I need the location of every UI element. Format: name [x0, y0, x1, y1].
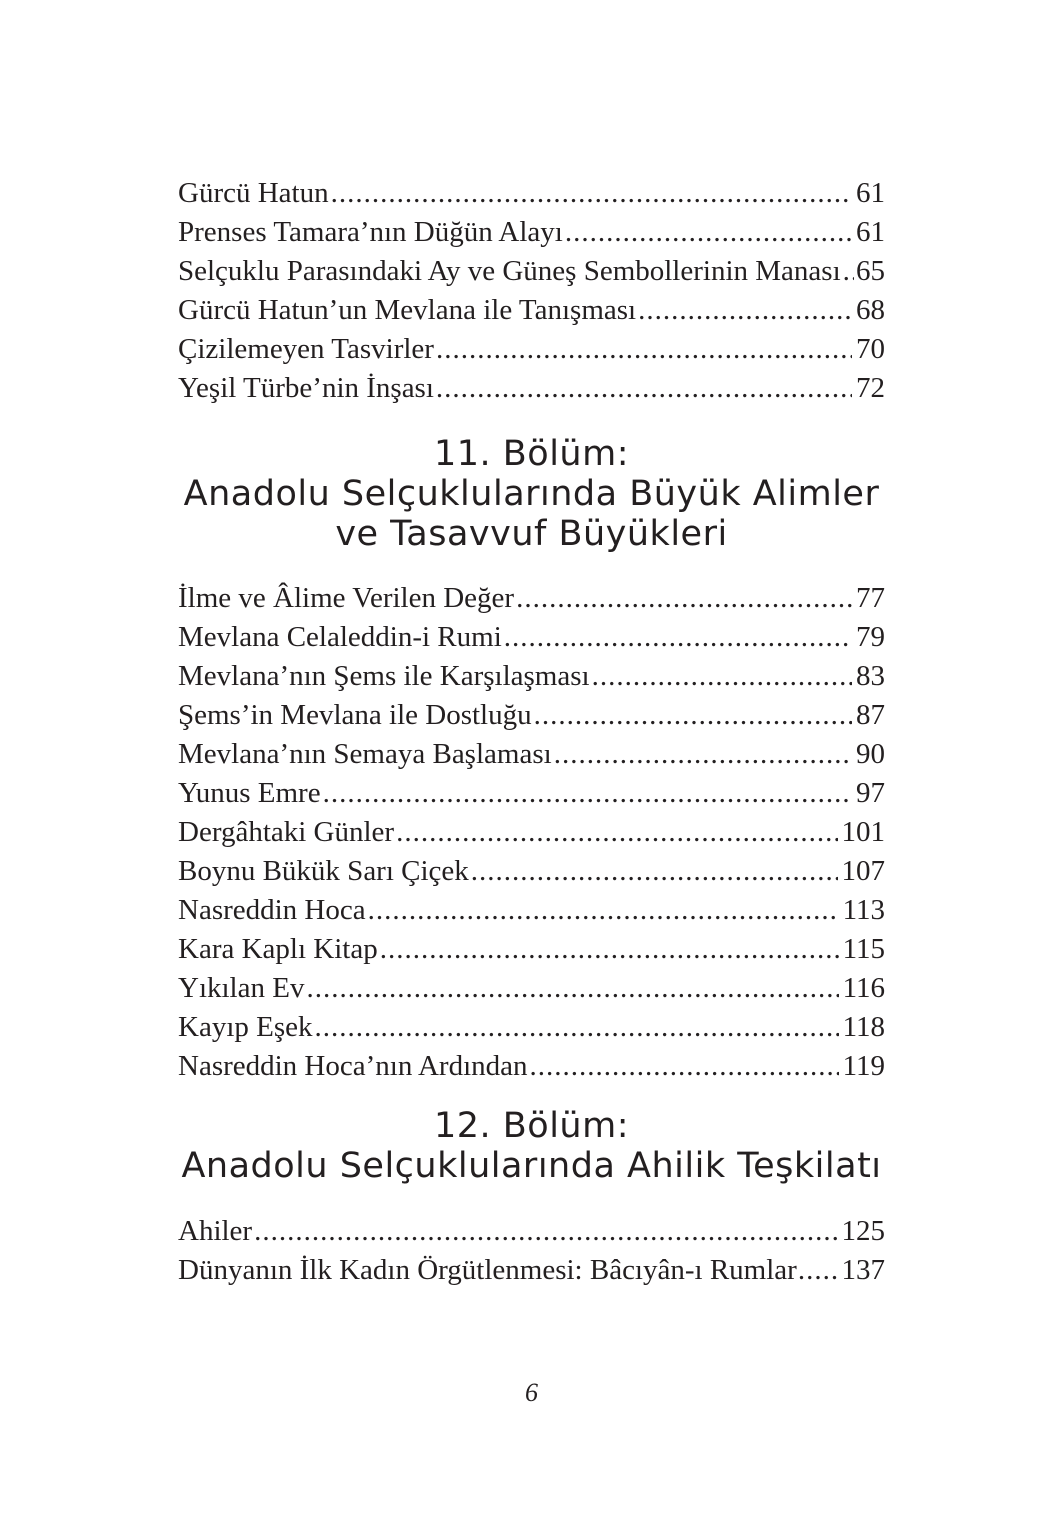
toc-entry-title: Nasreddin Hoca: [178, 894, 366, 926]
toc-leader-dots: [436, 330, 852, 369]
toc-entry-page: 68: [856, 294, 885, 326]
toc-entry: [178, 618, 885, 657]
toc-entry: [178, 969, 885, 1008]
toc-entry: [178, 852, 885, 891]
toc-list: [178, 174, 885, 408]
toc-entry-page: 70: [856, 333, 885, 365]
toc-entry: [178, 330, 885, 369]
chapter-title-line: ve Tasavvuf Büyükleri: [335, 514, 728, 554]
chapter-title-line: Anadolu Selçuklularında Büyük Alimler: [183, 474, 880, 514]
toc-leader-dots: [306, 969, 838, 1008]
toc-leader-dots: [323, 774, 852, 813]
toc-entry-title: İlme ve Âlime Verilen Değer: [178, 582, 515, 614]
toc-leader-dots: [471, 852, 838, 891]
toc-entry-title: Ahiler: [178, 1215, 253, 1247]
chapter-number: 11. Bölüm:: [433, 434, 629, 474]
toc-entry: [178, 774, 885, 813]
toc-leader-dots: [843, 252, 854, 291]
toc-entry-page: 137: [841, 1254, 885, 1286]
toc-entry-title: Gürcü Hatun’un Mevlana ile Tanışması: [178, 294, 637, 326]
chapter-number: 12. Bölüm:: [433, 1106, 629, 1146]
chapter-heading: [100, 434, 963, 554]
toc-entry-title: Mevlana’nın Semaya Başlaması: [178, 738, 552, 770]
toc-entry-page: 116: [842, 972, 885, 1004]
toc-entry-title: Çizilemeyen Tasvirler: [178, 333, 434, 365]
chapter-heading: [100, 1106, 963, 1186]
toc-list: [178, 1212, 885, 1290]
toc-entry-page: 61: [856, 177, 885, 209]
toc-entry-page: 107: [841, 855, 885, 887]
toc-entry: [178, 813, 885, 852]
toc-entry: [178, 1008, 885, 1047]
toc-leader-dots: [554, 735, 852, 774]
toc-entry-title: Mevlana Celaleddin-i Rumi: [178, 621, 502, 653]
toc-entry: [178, 579, 885, 618]
toc-entry-title: Kara Kaplı Kitap: [178, 933, 378, 965]
toc-entry-title: Dergâhtaki Günler: [178, 816, 395, 848]
toc-entry-title: Yunus Emre: [178, 777, 321, 809]
toc-leader-dots: [592, 657, 852, 696]
page-number: 6: [525, 1378, 538, 1407]
toc-entry-title: Şems’in Mevlana ile Dostluğu: [178, 699, 532, 731]
toc-entry-title: Boynu Bükük Sarı Çiçek: [178, 855, 469, 887]
toc-entry-page: 90: [856, 738, 885, 770]
toc-entry-page: 125: [841, 1215, 885, 1247]
toc-entry-page: 113: [842, 894, 885, 926]
toc-entry-title: Dünyanın İlk Kadın Örgütlenmesi: Bâcıyân-ı Rumlar: [178, 1254, 797, 1286]
toc-entry-page: 83: [856, 660, 885, 692]
toc-leader-dots: [798, 1251, 841, 1290]
toc-entry: [178, 1212, 885, 1251]
toc-leader-dots: [315, 1008, 839, 1047]
toc-entry: [178, 369, 885, 408]
toc-entry-page: 72: [856, 372, 885, 404]
toc-entry-page: 65: [856, 255, 885, 287]
toc-entry-title: Gürcü Hatun: [178, 177, 329, 209]
toc-entry: [178, 174, 885, 213]
toc-leader-dots: [504, 618, 852, 657]
toc-entry-page: 61: [856, 216, 885, 248]
toc-entry: [178, 213, 885, 252]
toc-entry-page: 118: [842, 1011, 885, 1043]
toc-entry: [178, 657, 885, 696]
toc-entry-title: Prenses Tamara’nın Düğün Alayı: [178, 216, 563, 248]
toc-entry-title: Yıkılan Ev: [178, 972, 305, 1004]
toc-entry: [178, 696, 885, 735]
toc-entry-page: 79: [856, 621, 885, 653]
toc-list: [178, 579, 885, 1086]
toc-entry-title: Selçuklu Parasındaki Ay ve Güneş Sembollerinin Manası: [178, 255, 841, 287]
toc-leader-dots: [516, 579, 852, 618]
toc-entry: [178, 891, 885, 930]
toc-leader-dots: [380, 930, 839, 969]
toc-entry-page: 87: [856, 699, 885, 731]
toc-entry: [178, 1047, 885, 1086]
toc-leader-dots: [530, 1047, 839, 1086]
toc-entry-title: Kayıp Eşek: [178, 1011, 313, 1043]
toc-entry: [178, 735, 885, 774]
toc-entry-page: 101: [841, 816, 885, 848]
toc-entry-title: Nasreddin Hoca’nın Ardından: [178, 1050, 528, 1082]
toc-entry: [178, 930, 885, 969]
toc-leader-dots: [436, 369, 852, 408]
toc-leader-dots: [368, 891, 839, 930]
toc-leader-dots: [331, 174, 852, 213]
toc-entry-title: Mevlana’nın Şems ile Karşılaşması: [178, 660, 590, 692]
toc-leader-dots: [396, 813, 837, 852]
toc-leader-dots: [638, 291, 852, 330]
toc-entry-page: 97: [856, 777, 885, 809]
toc-entry-page: 119: [842, 1050, 885, 1082]
toc-entry: [178, 291, 885, 330]
toc-entry: [178, 252, 885, 291]
toc-leader-dots: [254, 1212, 837, 1251]
chapter-title-line: Anadolu Selçuklularında Ahilik Teşkilatı: [181, 1146, 882, 1186]
toc-leader-dots: [565, 213, 852, 252]
toc-entry-page: 115: [842, 933, 885, 965]
toc-entry-page: 77: [856, 582, 885, 614]
toc-entry: [178, 1251, 885, 1290]
toc-entry-title: Yeşil Türbe’nin İnşası: [178, 372, 434, 404]
toc-leader-dots: [534, 696, 852, 735]
